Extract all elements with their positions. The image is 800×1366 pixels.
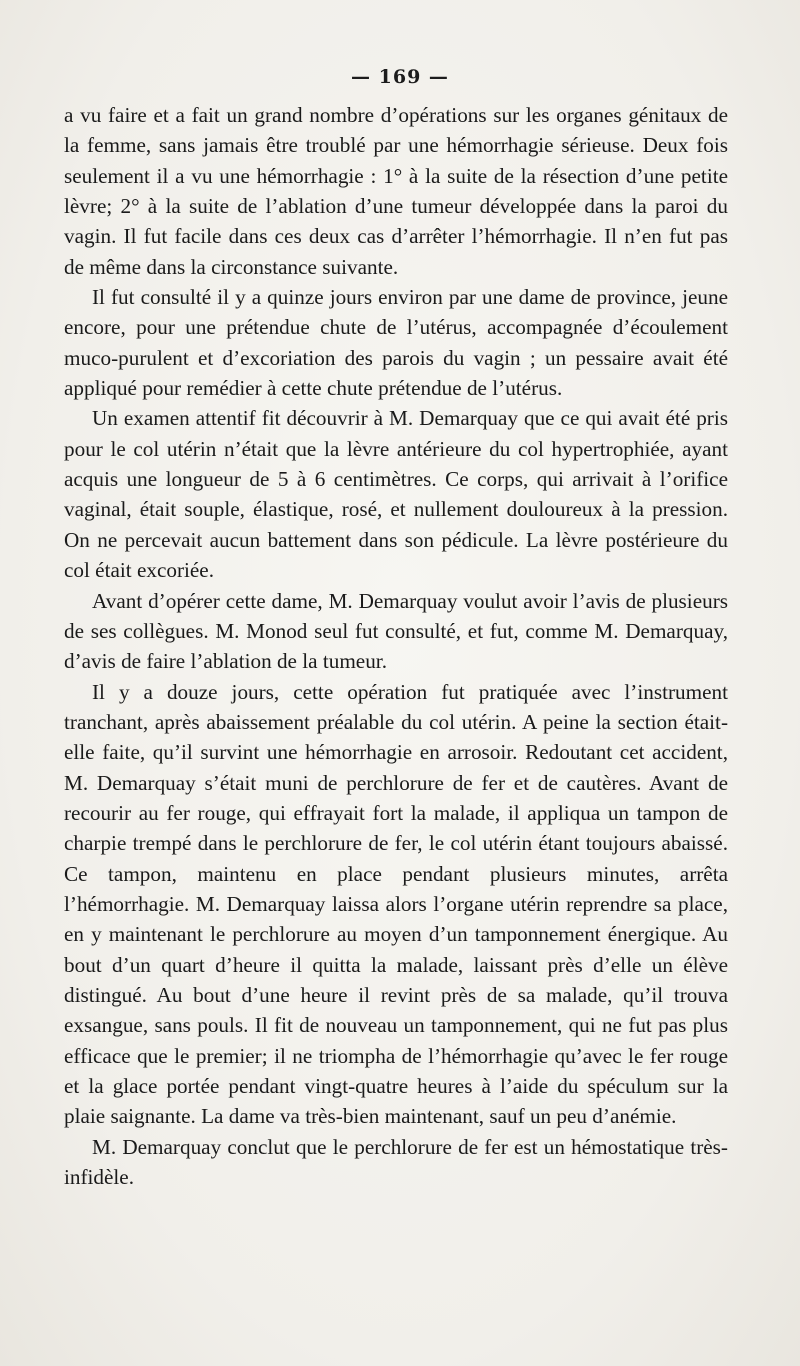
paragraph-colleague-opinion: Avant d’opérer cette dame, M. Demarquay voulut avoir l’avis de plusieurs de ses collègues. M. Monod seul fut consulté, et fut, comme M. Demarquay, d’avis de faire l’ablation de la tumeur. [64,588,728,674]
paragraph-examination: Un examen attentif fit découvrir à M. Demarquay que ce qui avait été pris pour le col utérin n’était que la lèvre antérieure du col hypertrophiée, ayant acquis une longueur de 5 à 6 centimètres. Ce corps, qui arrivait à l’orifice vaginal, était souple, élastique, rosé, et nullement douloureux à la pression. On ne percevait aucun battement dans son pédicule. La lèvre postérieure du col était excoriée. [64,406,728,583]
paragraph-continuation: a vu faire et a fait un grand nombre d’opérations sur les organes génitaux de la femme, sans jamais être troublé par une hémorrhagie sérieuse. Deux fois seulement il a vu une hémorrhagie : 1° à la suite de la résection d’une petite lèvre; 2° à la suite de l’ablation d’une tumeur développée dans la paroi du vagin. Il fut facile dans ces deux cas d’arrêter l’hémorrhagie. Il n’en fut pas de même dans la circonstance suivante. [64,103,728,279]
paragraph-operation: Il y a douze jours, cette opération fut pratiquée avec l’instrument tranchant, après abaissement préalable du col utérin. A peine la section était-elle faite, qu’il survint une hémorrhagie en arrosoir. Redoutant cet accident, M. Demarquay s’était muni de perchlorure de fer et de cautères. Avant de recourir au fer rouge, qui effrayait fort la malade, il appliqua un tampon de charpie trempé dans le perchlorure de fer, le col utérin étant toujours abaissé. Ce tampon, maintenu en place pendant plusieurs minutes, arrêta l’hémorrhagie. M. Demarquay laissa alors l’organe utérin reprendre sa place, en y maintenant le perchlorure au moyen d’un tamponnement énergique. Au bout d’un quart d’heure il quitta la malade, laissant près d’elle un élève distingué. Au bout d’une heure il revint près de sa malade, qu’il trouva exsangue, sans pouls. Il fit de nouveau un tamponnement, qui ne fut pas plus efficace que le premier; il ne triompha de l’hémorrhagie qu’avec le fer rouge et la glace portée pendant vingt-quatre heures à l’aide du spéculum sur la plaie saignante. La dame va très-bien maintenant, sauf un peu d’anémie. [64,679,728,1129]
paragraph-consultation: Il fut consulté il y a quinze jours environ par une dame de province, jeune encore, pour une prétendue chute de l’utérus, accompagnée d’écoulement muco-purulent et d’excoriation des parois du vagin ; un pessaire avait été appliqué pour remédier à cette chute prétendue de l’utérus. [64,285,728,401]
page-number-header: — 169 — [351,66,449,88]
body-text [64,100,728,1192]
paragraph-conclusion: M. Demarquay conclut que le perchlorure de fer est un hémostatique très-infidèle. [64,1134,728,1190]
